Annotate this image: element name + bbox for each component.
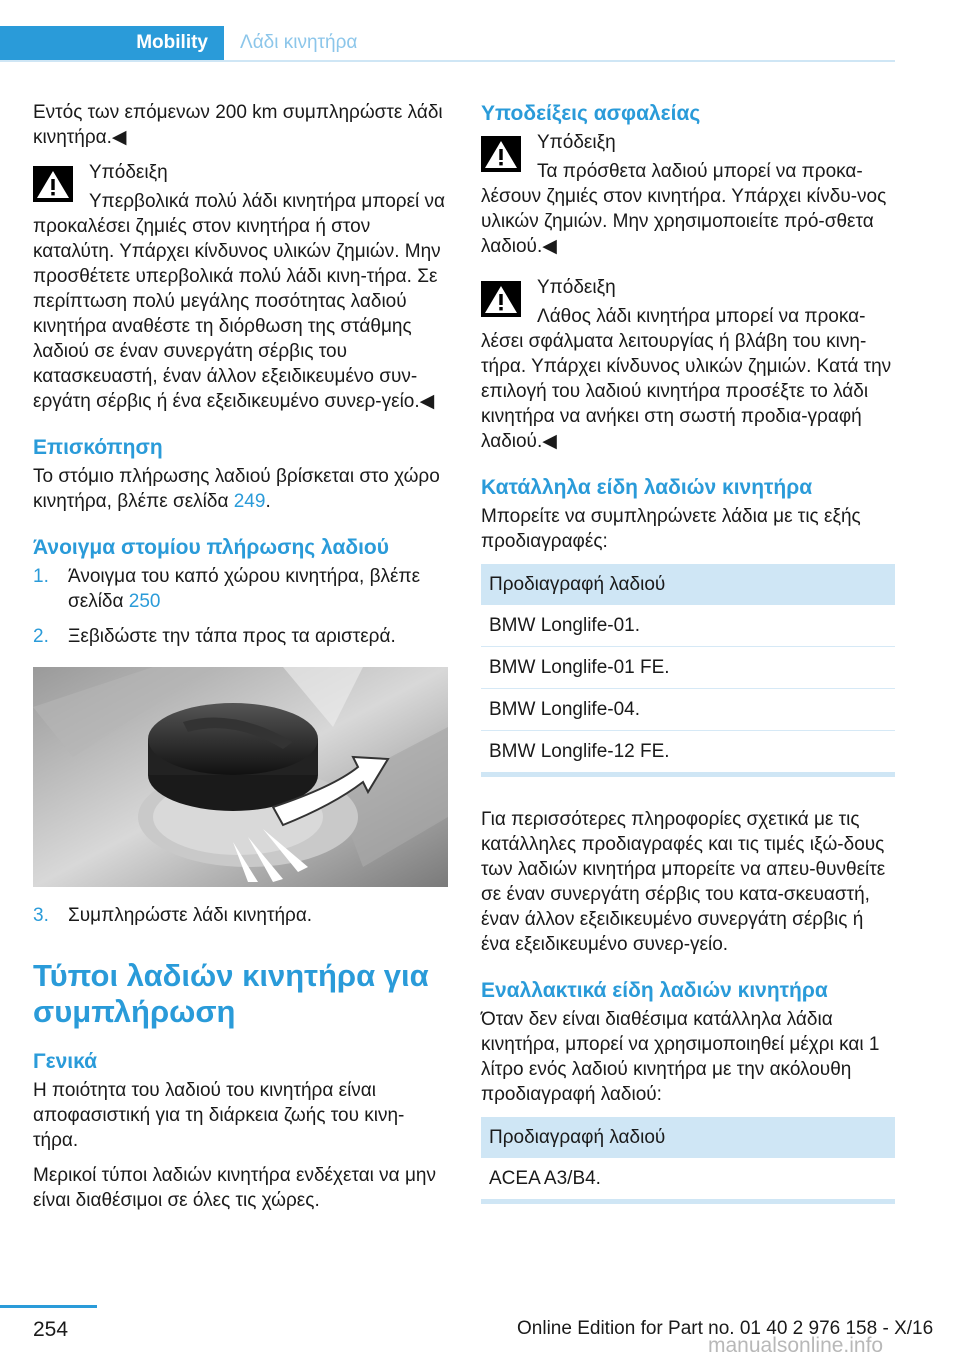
table-row: ACEA A3/B4.	[489, 1168, 601, 1189]
page-link-250[interactable]: 250	[128, 591, 161, 612]
general-heading: Γενικά	[33, 1050, 98, 1073]
page-link-249[interactable]: 249	[233, 491, 266, 512]
general-paragraph-1: Η ποιότητα του λαδιού του κινητήρα είναι αποφασιστική για τη διάρκεια ζωής του κινη‐τήρα.	[33, 1080, 405, 1151]
overview-text: Το στόμιο πλήρωσης λαδιού βρίσκεται στο χώρο κινητήρα, βλέπε σελίδα 249.	[33, 466, 440, 512]
overview-heading: Επισκόπηση	[33, 436, 163, 459]
opening-heading: Άνοιγμα στομίου πλήρωσης λαδιού	[33, 536, 389, 559]
suitable-heading: Κατάλληλα είδη λαδιών κινητήρα	[481, 476, 813, 499]
header-divider	[0, 60, 895, 62]
warning-triangle-icon	[33, 166, 73, 202]
page-number: 254	[33, 1318, 69, 1341]
table-row: BMW Longlife-04.	[481, 689, 895, 731]
page-header	[0, 0, 960, 62]
steps-list	[33, 564, 448, 649]
warning-text: Λάθος λάδι κινητήρα μπορεί να προκα‐λέσει σφάλματα λειτουργίας ή βλάβη του κινη‐τήρα. Υπάρχει κίνδυνος υλικών ζημιών. Κατά την επιλογή του λαδιού κινητήρα προσέξτε το λάδι κινητήρα να ανήκει στη σωστή προδια‐γραφή λαδιού.◀	[481, 306, 892, 452]
warning-note	[33, 160, 448, 414]
warning-label: Υπόδειξη	[537, 277, 616, 298]
more-info-text: Για περισσότερες πληροφορίες σχετικά με τις κατάλληλες προδιαγραφές και τις τιμές ιξώ‐δους των λαδιών κινητήρα μπορείτε να απευ‐θυνθείτε σε έναν συνεργάτη σέρβις του κατα‐σκευαστή, έναν άλλον εξειδικευμένο συνεργάτη σέρβις ή ένα εξειδικευμένο συνερ‐γείο.	[481, 809, 886, 955]
spec-table-alternative	[481, 1117, 895, 1204]
alternative-text: Όταν δεν είναι διαθέσιμα κατάλληλα λάδια κινητήρα, μπορεί να χρησιμοποιηθεί μέχρι και 1 λίτρο ενός λαδιού κινητήρα με την ακόλουθη προδιαγραφή λαδιού:	[481, 1009, 880, 1105]
alternative-heading: Εναλλακτικά είδη λαδιών κινητήρα	[481, 979, 828, 1002]
list-item: 2. Ξεβιδώστε την τάπα προς τα αριστερά.	[33, 626, 396, 647]
general-paragraph-2: Μερικοί τύποι λαδιών κινητήρα ενδέχεται να μην είναι διαθέσιμοι σε όλες τις χώρες.	[33, 1165, 436, 1211]
intro-text: Εντός των επόμενων 200 km συμπληρώστε λάδι κινητήρα.◀	[33, 102, 443, 148]
spec-table-suitable	[481, 564, 895, 777]
table-row: BMW Longlife-01.	[481, 605, 895, 647]
warning-text: Υπερβολικά πολύ λάδι κινητήρα μπορεί να προκαλέσει ζημιές στον κινητήρα ή στον καταλύτη. Υπάρχει κίνδυνος υλικών ζημιών. Μην προσθέτετε υπερβολικά πολύ λάδι κινη‐τήρα. Σε περίπτωση πολύ μεγάλης ποσότητας λαδιού κινητήρα αναθέστε τη διόρθωση της στάθμης λαδιού σε έναν συνεργάτη σέρβις του κατασκευαστή, έναν άλλον εξειδικευμένο συν‐εργάτη σέρβις ή ένα εξειδικευμένο συνερ‐γείο.◀	[33, 191, 446, 412]
table-header: Προδιαγραφή λαδιού	[481, 1117, 895, 1158]
list-item: 3. Συμπληρώστε λάδι κινητήρα.	[33, 905, 313, 926]
list-item: 1. Άνοιγμα του καπό χώρου κινητήρα, βλέπε σελίδα 250	[33, 566, 421, 612]
safety-heading: Υποδείξεις ασφαλείας	[481, 102, 701, 125]
table-header: Προδιαγραφή λαδιού	[481, 564, 895, 605]
section-tab-mobility[interactable]: Mobility	[0, 26, 224, 60]
warning-triangle-icon	[481, 281, 521, 317]
left-column	[33, 100, 448, 1223]
warning-note	[481, 130, 895, 259]
types-heading: Τύποι λαδιών κινητήρα για συμπλήρωση	[33, 958, 429, 1029]
warning-note	[481, 275, 895, 454]
warning-triangle-icon	[481, 136, 521, 172]
suitable-text: Μπορείτε να συμπληρώνετε λάδια με τις εξής προδιαγραφές:	[481, 506, 861, 552]
footer-divider	[0, 1305, 97, 1308]
watermark: manualsonline.info	[708, 1334, 884, 1357]
warning-label: Υπόδειξη	[537, 132, 616, 153]
table-row: BMW Longlife-01 FE.	[481, 647, 895, 689]
right-column	[481, 100, 895, 1234]
steps-list-continued	[33, 903, 448, 928]
chapter-tab[interactable]: Λάδι κινητήρα	[240, 32, 358, 53]
oil-cap-photo	[33, 667, 448, 887]
table-row: BMW Longlife-12 FE.	[489, 741, 670, 762]
warning-label: Υπόδειξη	[89, 162, 168, 183]
warning-text: Τα πρόσθετα λαδιού μπορεί να προκα‐λέσουν ζημιές στον κινητήρα. Υπάρχει κίνδυ‐νος υλικών ζημιών. Μην χρησιμοποιείτε πρό‐σθετα λαδιού.◀	[481, 161, 887, 257]
edition-text: Online Edition for Part no. 01 40 2 976 158 - X/16	[517, 1318, 934, 1339]
